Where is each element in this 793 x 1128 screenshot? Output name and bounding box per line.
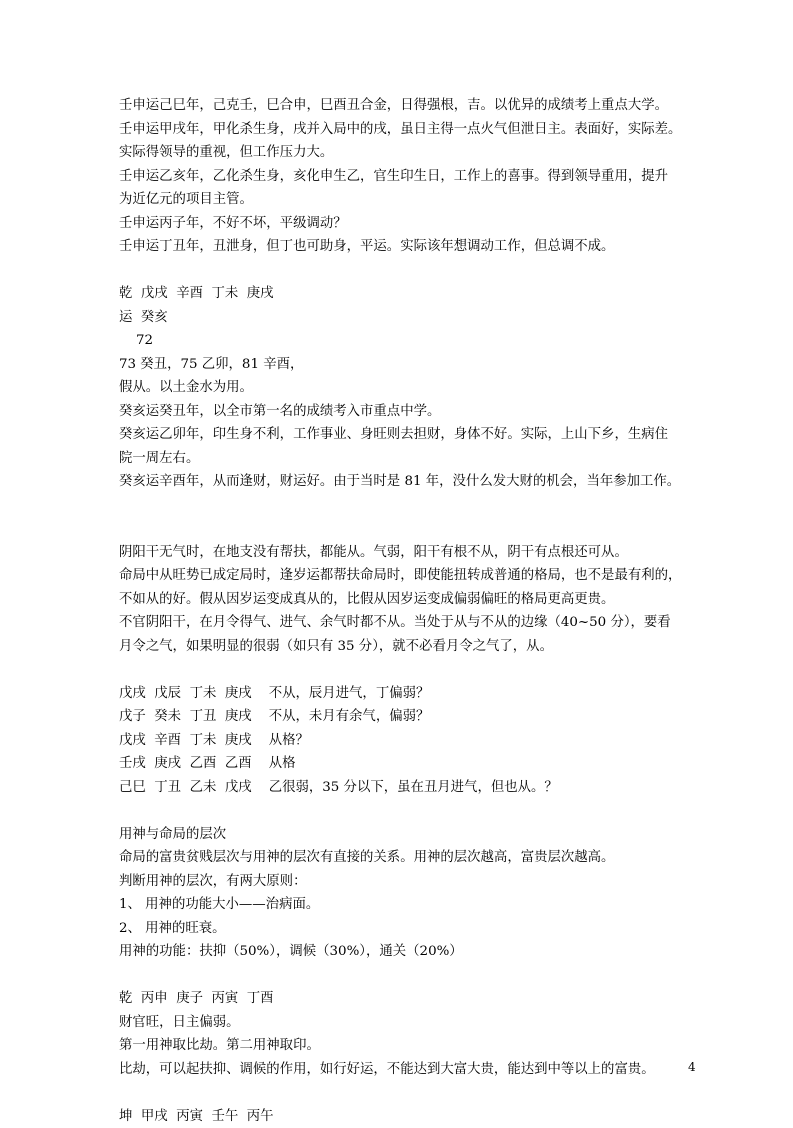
section-yongshen-levels — [119, 823, 704, 964]
text-line: 为近亿元的项目主管。 — [119, 188, 704, 212]
spacer — [119, 964, 704, 988]
spacer — [119, 494, 704, 541]
text-line: 不如从的好。假从因岁运变成真从的，比假从因岁运变成偏弱偏旺的格局更高更贵。 — [119, 588, 704, 612]
text-line: 戊戌 戊辰 丁未 庚戌 不从，辰月进气，丁偏弱？ — [119, 682, 704, 706]
spacer — [119, 259, 704, 283]
text-line: 壬申运乙亥年，乙化杀生身，亥化申生乙，官生印生日，工作上的喜事。得到领导重用，提升 — [119, 165, 704, 189]
spacer — [119, 1081, 704, 1105]
text-line: 壬申运己巳年，己克壬，巳合申，巳酉丑合金，日得强根，吉。以优异的成绩考上重点大学。 — [119, 94, 704, 118]
text-line: 73 癸丑，75 乙卯，81 辛酉， — [119, 353, 704, 377]
text-line: 院一周左右。 — [119, 447, 704, 471]
list-item: 1、 用神的功能大小——治病面。 — [119, 893, 704, 917]
section-heading: 用神与命局的层次 — [119, 823, 704, 847]
text-line: 第一用神取比劫。第二用神取印。 — [119, 1034, 704, 1058]
section-renshen-luck — [119, 94, 704, 259]
page-number: 4 — [688, 1060, 696, 1074]
text-line: 壬申运丁丑年，丑泄身，但丁也可助身，平运。实际该年想调动工作，但总调不成。 — [119, 235, 704, 259]
text-line: 阴阳干无气时，在地支没有帮扶，都能从。气弱，阳干有根不从，阴干有点根还可从。 — [119, 541, 704, 565]
text-line: 戊子 癸未 丁丑 庚戌 不从，未月有余气，偏弱？ — [119, 705, 704, 729]
spacer — [119, 658, 704, 682]
text-line: 坤 甲戌 丙寅 壬午 丙午 — [119, 1105, 704, 1128]
section-kun-chart — [119, 1105, 704, 1128]
text-line: 命局中从旺势已成定局时，逢岁运都帮扶命局时，即使能扭转成普通的格局，也不是最有利的， — [119, 564, 704, 588]
section-qian-chart-2 — [119, 987, 704, 1081]
document-body — [119, 94, 704, 1128]
text-line: 壬戌 庚戌 乙酉 乙酉 从格 — [119, 752, 704, 776]
text-line: 乾 戊戌 辛酉 丁未 庚戌 — [119, 282, 704, 306]
text-line: 癸亥运乙卯年，印生身不利，工作事业、身旺则去担财，身体不好。实际，上山下乡，生病住 — [119, 423, 704, 447]
text-line: 癸亥运癸丑年，以全市第一名的成绩考入市重点中学。 — [119, 400, 704, 424]
text-line: 癸亥运辛酉年，从而逢财，财运好。由于当时是 81 年，没什么发大财的机会，当年参加工作。 — [119, 470, 704, 494]
text-line: 壬申运甲戌年，甲化杀生身，戌并入局中的戌，虽日主得一点火气但泄日主。表面好，实际差。 — [119, 118, 704, 142]
section-chart-examples — [119, 682, 704, 800]
list-item: 2、 用神的旺衰。 — [119, 917, 704, 941]
spacer — [119, 799, 704, 823]
text-line: 运 癸亥 — [119, 306, 704, 330]
text-line: 壬申运丙子年，不好不坏，平级调动？ — [119, 212, 704, 236]
text-line: 命局的富贵贫贱层次与用神的层次有直接的关系。用神的层次越高，富贵层次越高。 — [119, 846, 704, 870]
text-line: 比劫，可以起扶抑、调候的作用，如行好运，不能达到大富大贵，能达到中等以上的富贵。 — [119, 1058, 704, 1082]
text-line: 用神的功能：扶抑（50%），调候（30%），通关（20%） — [119, 940, 704, 964]
section-yinyang-rules — [119, 541, 704, 659]
text-line: 戊戌 辛酉 丁未 庚戌 从格？ — [119, 729, 704, 753]
text-line: 财官旺，日主偏弱。 — [119, 1011, 704, 1035]
text-line: 不官阴阳干，在月令得气、进气、余气时都不从。当处于从与不从的边缘（40~50 分），要看 — [119, 611, 704, 635]
text-line: 判断用神的层次，有两大原则： — [119, 870, 704, 894]
text-line: 月令之气，如果明显的很弱（如只有 35 分），就不必看月令之气了，从。 — [119, 635, 704, 659]
text-line: 假从。以土金水为用。 — [119, 376, 704, 400]
text-line: 72 — [119, 329, 704, 353]
section-qian-chart-1 — [119, 282, 704, 494]
text-line: 己巳 丁丑 乙未 戊戌 乙很弱，35 分以下，虽在丑月进气，但也从。？ — [119, 776, 704, 800]
text-line: 实际得领导的重视，但工作压力大。 — [119, 141, 704, 165]
text-line: 乾 丙申 庚子 丙寅 丁酉 — [119, 987, 704, 1011]
